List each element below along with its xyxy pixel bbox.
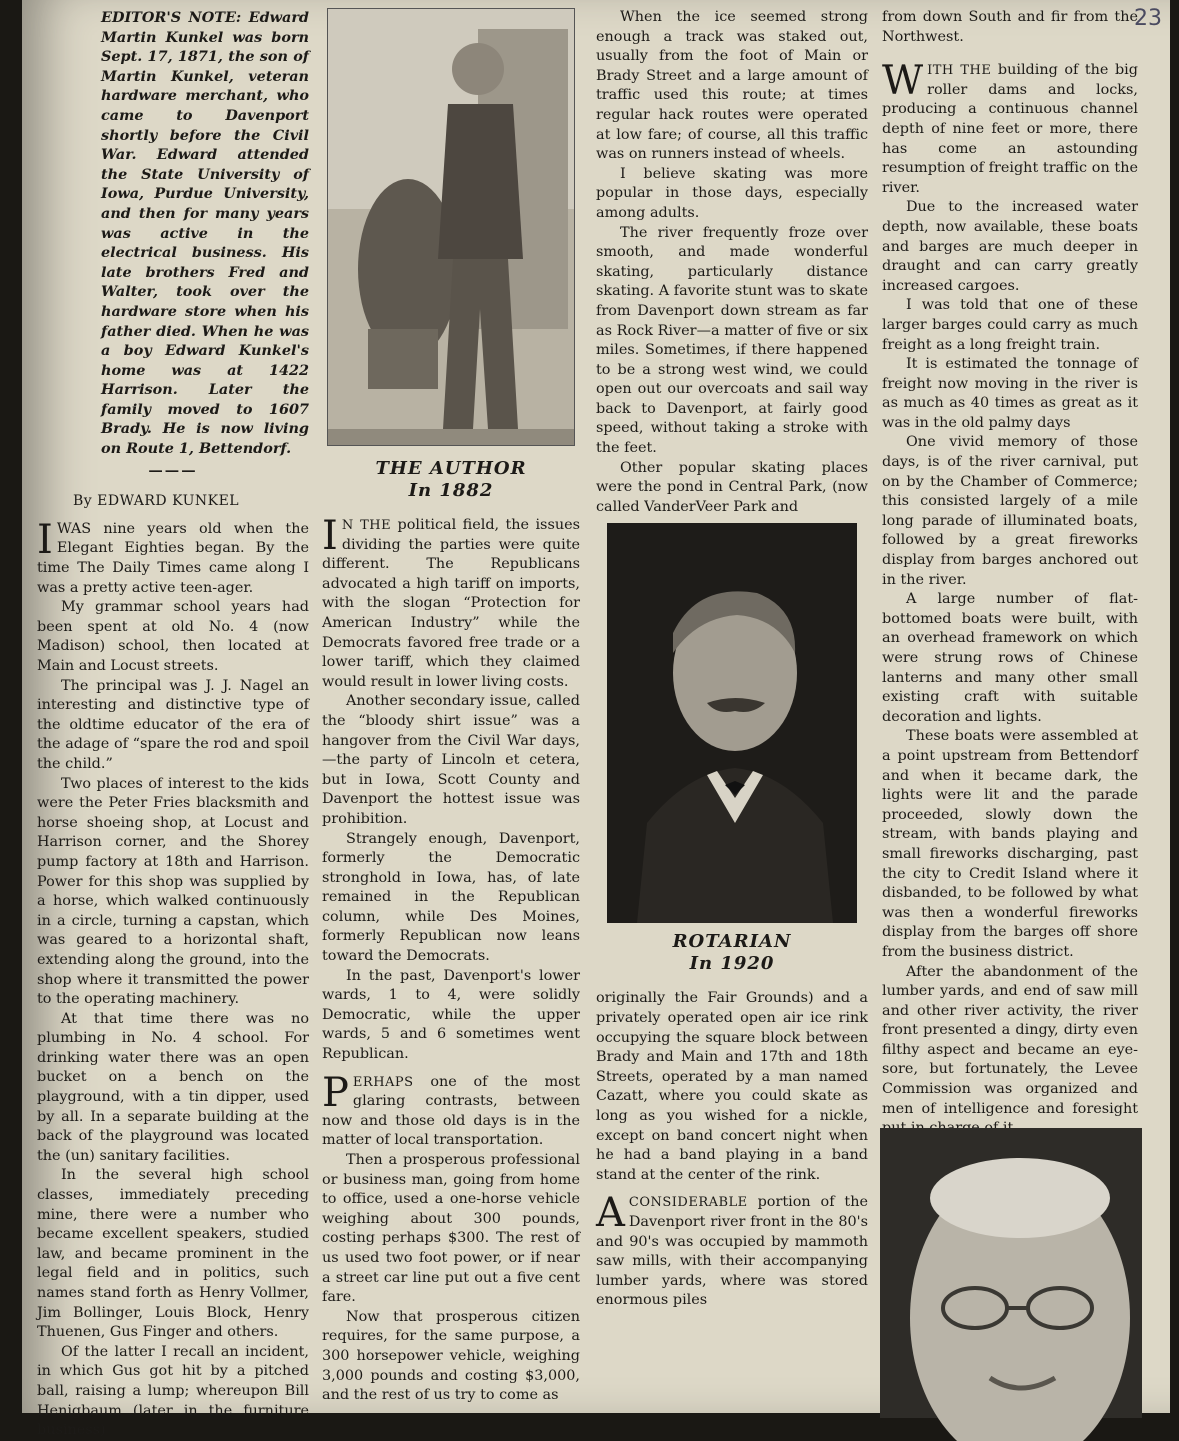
- paragraph: from down South and fir from the Northwest.: [882, 9, 1138, 45]
- drop-cap: P: [322, 1069, 349, 1116]
- paragraph: I was told that one of these larger barges could carry as much freight as a long freight train.: [882, 297, 1138, 353]
- paragraph: [37, 516, 309, 598]
- paragraph: At that time there was no plumbing in No. 4 school. For drinking water there was an open bucket on a bench on the playground, with a tin dipper, used by all. In a separate building at the back of the playground was located the (un) sanitary facilities.: [37, 1010, 309, 1164]
- separator: ———: [148, 461, 198, 479]
- rotarian-1920-photo: [607, 523, 857, 923]
- editors-note: [37, 8, 309, 459]
- elderly-man-photo: [880, 1128, 1142, 1418]
- paragraph: Now that prosperous citizen requires, for the same purpose, a 300 horsepower vehicle, weighing 3,000 pounds and costing $3,000, and the rest of us try to come as: [322, 1308, 580, 1404]
- paragraph: [322, 513, 580, 692]
- drop-cap: I: [37, 516, 53, 563]
- drop-cap: A: [596, 1190, 625, 1237]
- paragraph: After the abandonment of the lumber yards, and end of saw mill and other river activity, the river front presented a dingy, dirty even filthy aspect and became an eye-sore, but fortunately, the Levee Commission was organized and men of intelligence and foresight: [882, 963, 1138, 1117]
- caption-line-1: THE AUTHOR: [375, 458, 527, 479]
- paragraph: One vivid memory of those days, is of the river carnival, put on by the Chamber of Commerce; this consisted largely of a mile long parade of illuminated boats, followed by a great fireworks display from barges anchored out in the river.: [882, 434, 1138, 588]
- paragraph: I believe skating was more popular in those days, especially among adults.: [596, 165, 868, 221]
- author-1882-photo: [327, 8, 575, 446]
- paragraph: A large number of flat-bottomed boats were built, with an overhead framework on which were strung rows of Chinese lanterns and many other small existing craft with suitable decoration and lights.: [882, 591, 1138, 725]
- paragraph: [596, 1190, 868, 1311]
- man-portrait-image: [607, 523, 857, 923]
- column-3: [596, 8, 868, 1413]
- boy-portrait-image: [328, 9, 574, 445]
- paragraph: Other popular skating places were the pond in Central Park, (now called VanderVeer Park and: [596, 459, 868, 515]
- paragraph: Another secondary issue, called the “bloody shirt issue” was a hangover from the Civil War days,—the party of Lincoln et cetera, but in Iowa, Scott County and Davenport the hottest issue was prohibition.: [322, 693, 580, 827]
- paragraph: [322, 1069, 580, 1151]
- paragraph: In the past, Davenport's lower wards, 1 to 4, were solidly Democratic, while the upper wards, 5 and 6 sometimes went Republican.: [322, 967, 580, 1063]
- paragraph: Two places of interest to the kids were the Peter Fries blacksmith and horse shoeing shop, at Locust and Harrison corner, and the Shorey pump factory at 18th and Harrison. Power for this shop was supplied by a horse, which walked continuously in a circle, turning a capstan, which was geared to a horizontal shaft, extending along the ground, into the shop where it transmitted the power to the operating machinery.: [37, 775, 309, 1008]
- paragraph: In the several high school classes, immediately preceding mine, there were a number who became excellent speakers, studied law, and became prominent in the legal field and in politics, such names stand forth as Henry Vollmer, Jim Bollinger, Louis Block, Henry Thuenen, Gus Finger and others.: [37, 1167, 309, 1341]
- byline: By EDWARD KUNKEL: [73, 493, 240, 510]
- caption-line-2: In 1920: [689, 953, 775, 975]
- newspaper-page: [22, 0, 1170, 1439]
- column-2: [322, 8, 580, 1413]
- paragraph: My grammar school years had been spent at old No. 4 (now Madison) school, then located at Main and Locust streets.: [37, 599, 309, 674]
- drop-cap: I: [322, 513, 338, 559]
- paragraph: Due to the increased water depth, now available, these boats and barges are much deeper in draught and can carry greatly increased cargoes.: [882, 199, 1138, 294]
- paragraph-text: political field, the issues dividing the parties were quite different. The Republicans advocated a high tariff on imports, with the slogan “Protection for American Industry” while the Democrats favored free trade or a lower tariff, which they claimed would result in lower living costs.: [322, 517, 580, 690]
- caption-rotarian-1920: [596, 931, 868, 975]
- caption-line-1: ROTARIAN: [672, 931, 792, 953]
- paragraph: Strangely enough, Davenport, formerly the Democratic stronghold in Iowa, has, of late remained in the Republican column, while Des Moines, formerly Republican now leans toward the Democrats.: [322, 830, 580, 965]
- small-caps-lead: ERHAPS: [352, 1074, 414, 1090]
- column-1: [37, 8, 309, 1439]
- paragraph: [882, 58, 1138, 198]
- paragraph: The principal was J. J. Nagel an interesting and distinctive type of the oldtime educator of the era of the adage of “spare the rod and spoil the child.”: [37, 677, 309, 772]
- paragraph: When the ice seemed strong enough a track was staked out, usually from the foot of Main or Brady Street and a large amount of traffic used this route; at times regular hack routes were operated at low fare; of course, all this traffic was on runners instead of wheels.: [596, 9, 868, 163]
- page-number: 23: [1134, 6, 1162, 31]
- paragraph: originally the Fair Grounds) and a privately operated open air ice rink occupying the square block between Brady and Main and 17th and 18th Streets, operated by a man named Cazatt, where you could skate as long as you wished for a nickle, except on band concert night when he had a band playing in a band stand at the center of the rink.: [596, 990, 868, 1183]
- small-caps-lead: CONSIDERABLE: [628, 1195, 748, 1211]
- small-caps-lead: ITH THE: [927, 63, 992, 79]
- paragraph-text: WAS nine years old when the Elegant Eighties began. By the time The Daily Times came along I was a pretty active teen-ager.: [37, 520, 309, 596]
- caption-author-1882: [322, 458, 580, 502]
- small-caps-lead: N THE: [341, 518, 392, 533]
- paragraph-text: portion of the Davenport river front in the 80's and 90's was occupied by mammoth saw mills, with their accompanying lumber yards, where was stored enormous piles: [596, 1194, 868, 1309]
- caption-line-2: In 1882: [408, 480, 494, 501]
- elderly-portrait-image: [880, 1128, 1142, 1418]
- paragraph: Of the latter I recall an incident, in which Gus got hit by a pitched ball, raising a lump; whereupon Bill Henigbaum (later in the furniture business): [37, 1343, 309, 1439]
- paragraph: These boats were assembled at a point upstream from Bettendorf and when it became dark, the lights were lit and the parade proceeded, slowly down the stream, with bands playing and small fireworks discharging, past the city to Credit Island where it disbanded, to be followed by what was then a wonderful fireworks display from the barges off shore from the business district.: [882, 728, 1138, 960]
- paragraph: Then a prosperous professional or business man, going from home to office, used a one-horse vehicle weighing about 300 pounds, costing perhaps $300. The rest of us used two foot power, or if near a street car line put out a five cent fare.: [322, 1152, 580, 1306]
- paragraph-text: building of the big roller dams and locks, producing a continuous channel depth of nine feet or more, there has come an astounding resumption of freight traffic on the river.: [882, 62, 1138, 196]
- paragraph-text: one of the most glaring contrasts, between now and those old days is in the matter of local transportation.: [322, 1073, 580, 1149]
- editors-note-text: EDITOR'S NOTE: Edward Martin Kunkel was born Sept. 17, 1871, the son of Martin Kunkel, veteran hardware merchant, who came to Davenport shortly before the Civil War. Edward attended the State University of Iowa, Purdue University, and then for many years was active in the electrical business. His late brothers Fred and Walter, took over the hardware store when his father died. When he was a boy Edward Kunkel's home was at 1422 Harrison. Later the family moved to 1607 Brady. He is now living on Route 1, Bettendorf.: [101, 9, 309, 458]
- paragraph: It is estimated the tonnage of freight now moving in the river is as much as 40 times as great as it was in the old palmy days: [882, 356, 1138, 431]
- paragraph: The river frequently froze over smooth, and made wonderful skating, particularly distance skating. A favorite stunt was to skate from Davenport down stream as far as Rock River—a matter of five or six miles. Sometimes, if there happened to be a strong west wind, we could open out our overcoats and sail way back to Davenport, at fairly good speed, without taking a stroke with the feet.: [596, 224, 868, 457]
- drop-cap: W: [882, 58, 924, 105]
